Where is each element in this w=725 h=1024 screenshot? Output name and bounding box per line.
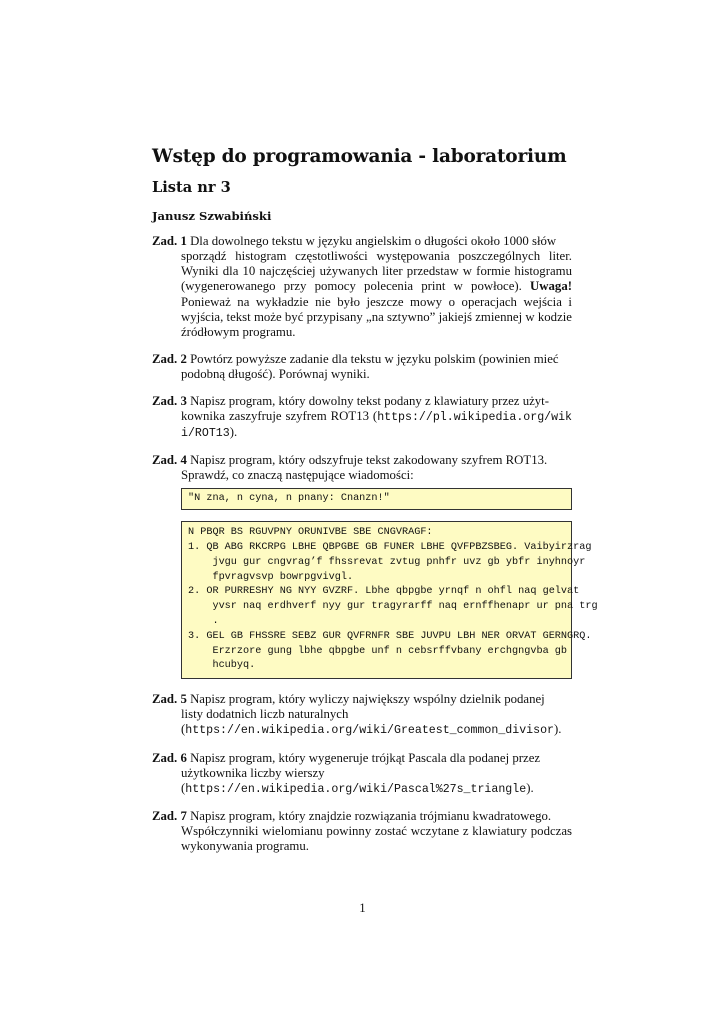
page-number: 1 — [359, 901, 366, 915]
task-text: Sprawdź, co znaczą następujące wiadomości: — [181, 468, 414, 483]
code-item: 3. GEL GB FHSSRE SEBZ GUR QVFRNFR SBE JUVPU LBH NER ORVAT GERNGRQ. Erzrzore gung lbhe qbpgbe unf n cebsrffvbany erchgngvba gb hcubyq. — [188, 630, 592, 672]
task-7 — [152, 809, 572, 854]
task-label: Zad. 2 — [152, 351, 187, 366]
task-text: Powtórz powyższe zadanie dla tekstu w języku polskim (powinien mieć — [190, 351, 559, 366]
gcd-link[interactable]: https://en.wikipedia.org/wiki/Greatest_common_divisor — [185, 724, 555, 738]
task-text: Napisz program, który znajdzie rozwiązania trójmianu kwadratowego. — [190, 808, 552, 823]
task-label: Zad. 6 — [152, 750, 187, 765]
paren-open: ( — [181, 780, 186, 795]
code-header: N PBQR BS RGUVPNY ORUNIVBE SBE CNGVRAGF: — [188, 527, 433, 539]
task-text: Dla dowolnego tekstu w języku angielskim o długości około 1000 słów — [190, 234, 557, 249]
paren-close: ). — [526, 780, 534, 795]
task-text: Napisz program, który wygeneruje trójkąt Pascala dla podanej przez — [190, 750, 541, 765]
task-label: Zad. 4 — [152, 453, 187, 468]
document-page — [152, 146, 598, 854]
pascal-link[interactable]: https://en.wikipedia.org/wiki/Pascal%27s_triangle — [185, 782, 527, 796]
task-text: kownika zaszyfruje szyfrem ROT13 ( — [181, 409, 378, 424]
code-item: 1. QB ABG RKCRPG LBHE QBPGBE GB FUNER LBHE QVFPBZSBEG. Vaibyirzrag jvgu gur cngvrag’f fhssrevat zvtug pnhfr uvz gb ybfr inyhnoyr fpvragvsvp bowrpgvivgl. — [188, 542, 592, 583]
code-box-2 — [181, 521, 598, 679]
task-text: ). — [229, 425, 238, 440]
code-item: 2. OR PURRESHY NG NYY GVZRF. Lbhe qbpgbe yrnqf n ohfl naq gelvat yvsr naq erdhverf nyy gur tragyrarff naq ernffhenapr ur pna trg . — [188, 586, 598, 628]
code-box-1 — [181, 488, 572, 511]
task-text: podobną długość). Porównaj wyniki. — [181, 366, 370, 381]
task-text: sporządź histogram częstotliwości występowania poszczególnych liter. Wyniki dla 10 najczęściej używanych liter przedstaw w formie histogramu (wygenerowanego przy pomocy polecenia print w powłoce). — [181, 249, 572, 294]
task-text: Napisz program, który wyliczy największy wspólny dzielnik podanej — [190, 692, 545, 707]
paren-open: ( — [181, 722, 186, 737]
task-label: Zad. 7 — [152, 808, 187, 823]
document-title: Wstęp do programowania - laboratorium — [152, 146, 567, 167]
task-1 — [152, 234, 572, 340]
task-text: Napisz program, który odszyfruje tekst zakodowany szyfrem ROT13. — [190, 453, 548, 468]
code-line: "N zna, n cyna, n pnany: Cnanzn!" — [188, 492, 390, 504]
task-4 — [152, 453, 598, 679]
task-6 — [152, 751, 572, 797]
task-text: Napisz program, który dowolny tekst podany z klawiatury przez użyt- — [190, 394, 549, 409]
task-text: użytkownika liczby wierszy — [181, 765, 325, 780]
warning-label: Uwaga! — [530, 279, 572, 294]
task-text: listy dodatnich liczb naturalnych — [181, 707, 349, 722]
task-label: Zad. 3 — [152, 394, 187, 409]
task-5 — [152, 692, 572, 738]
rot13-link[interactable]: https://pl.wikipedia.org/wiki/ROT13 — [181, 411, 572, 441]
paren-close: ). — [554, 722, 562, 737]
task-label: Zad. 1 — [152, 234, 187, 249]
task-2 — [152, 352, 572, 382]
task-text: Ponieważ na wykładzie nie było jeszcze mowy o operacjach wejścia i wyjścia, tekst może być przypisany „na sztywno” jakiejś zmiennej w kodzie źródłowym programu. — [181, 294, 572, 339]
list-subtitle: Lista nr 3 — [152, 179, 231, 197]
task-3 — [152, 394, 572, 441]
task-text: Współczynniki wielomianu powinny zostać wczytane z klawiatury podczas wykonywania programu. — [181, 823, 572, 854]
author-name: Janusz Szwabiński — [152, 209, 272, 224]
task-label: Zad. 5 — [152, 692, 187, 707]
